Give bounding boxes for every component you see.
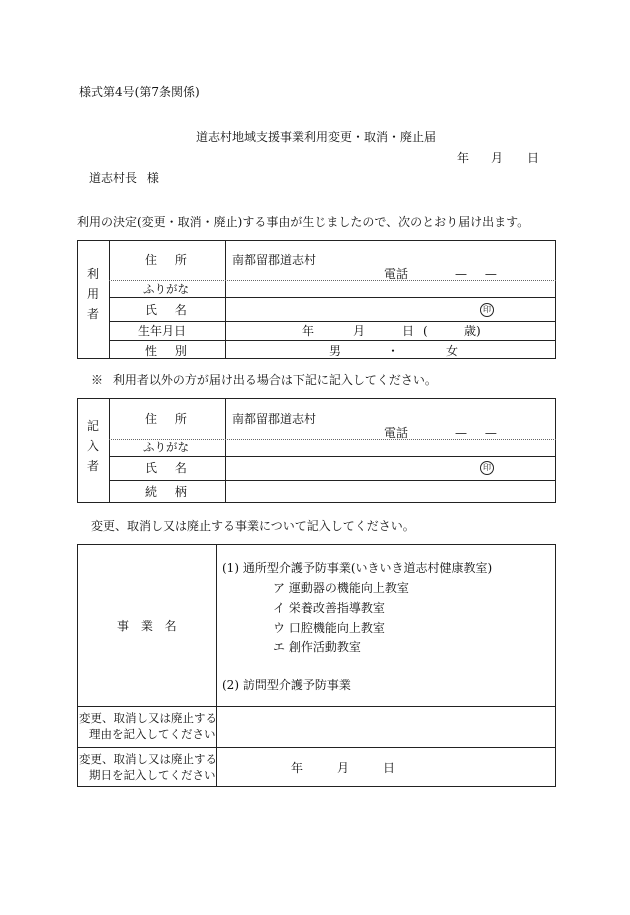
period-label-line2: 期日を記入してください: [89, 768, 216, 782]
form-title: 道志村地域支援事業利用変更・取消・廃止届: [196, 130, 437, 144]
user-address-label: 住 所: [145, 253, 187, 267]
filler-side-label: 記 入 者: [86, 419, 99, 473]
intro-text: 利用の決定(変更・取消・廃止)する事由が生じましたので、次のとおり届け出ます。: [77, 215, 530, 229]
business-sub-item-a[interactable]: ア 運動器の機能向上教室: [273, 581, 409, 595]
reason-label-line1: 変更、取消し又は廃止する: [79, 711, 217, 725]
gender-separator: ・: [387, 344, 400, 358]
user-address-value[interactable]: 南都留郡道志村: [232, 253, 317, 267]
gender-female-option[interactable]: 女: [446, 344, 459, 358]
user-phone-dashes[interactable]: — —: [455, 267, 497, 281]
period-year: 年: [291, 761, 304, 775]
period-day: 日: [383, 761, 396, 775]
filler-phone-dashes[interactable]: — —: [455, 426, 497, 440]
user-birth-day: 日: [402, 324, 415, 338]
filler-address-label: 住 所: [145, 412, 187, 426]
business-sub-item-e[interactable]: エ 創作活動教室: [273, 640, 361, 654]
business-item-1[interactable]: (1) 通所型介護予防事業(いきいき道志村健康教室): [222, 561, 493, 575]
date-day: 日: [527, 151, 540, 165]
reason-label-line2: 理由を記入してください: [89, 727, 216, 741]
user-side-label: 利 用 者: [86, 267, 99, 321]
filler-furigana-label: ふりがな: [143, 440, 189, 454]
user-birth-age: 歳): [464, 324, 481, 338]
user-name-label: 氏 名: [145, 303, 187, 317]
user-birth-year: 年: [302, 324, 315, 338]
filler-note: ※ 利用者以外の方が届け出る場合は下記に記入してください。: [91, 373, 437, 387]
period-label-line1: 変更、取消し又は廃止する: [79, 752, 217, 766]
user-furigana-label: ふりがな: [143, 282, 189, 296]
business-sub-item-u[interactable]: ウ 口腔機能向上教室: [273, 621, 385, 635]
business-sub-item-i[interactable]: イ 栄養改善指導教室: [273, 601, 385, 615]
date-month: 月: [491, 151, 504, 165]
business-name-label: 事 業 名: [117, 619, 177, 633]
filler-seal-mark: 印: [480, 461, 494, 475]
gender-male-option[interactable]: 男: [329, 344, 342, 358]
filler-address-value[interactable]: 南都留郡道志村: [232, 412, 317, 426]
user-birth-month: 月: [353, 324, 366, 338]
user-birth-age-open: (: [423, 324, 428, 338]
filler-name-label: 氏 名: [145, 461, 187, 475]
business-item-2[interactable]: (2) 訪問型介護予防事業: [222, 678, 351, 692]
user-phone-label: 電話: [384, 267, 409, 281]
addressee: 道志村長 様: [89, 171, 159, 185]
filler-phone-label: 電話: [384, 426, 409, 440]
form-number: 様式第4号(第7条関係): [79, 85, 200, 99]
business-intro: 変更、取消し又は廃止する事業について記入してください。: [91, 519, 415, 533]
date-year: 年: [457, 151, 470, 165]
period-month: 月: [337, 761, 350, 775]
filler-relation-label: 続 柄: [145, 485, 187, 499]
user-gender-label: 性 別: [145, 344, 187, 358]
user-birth-label: 生年月日: [138, 324, 187, 338]
user-seal-mark: 印: [480, 303, 494, 317]
